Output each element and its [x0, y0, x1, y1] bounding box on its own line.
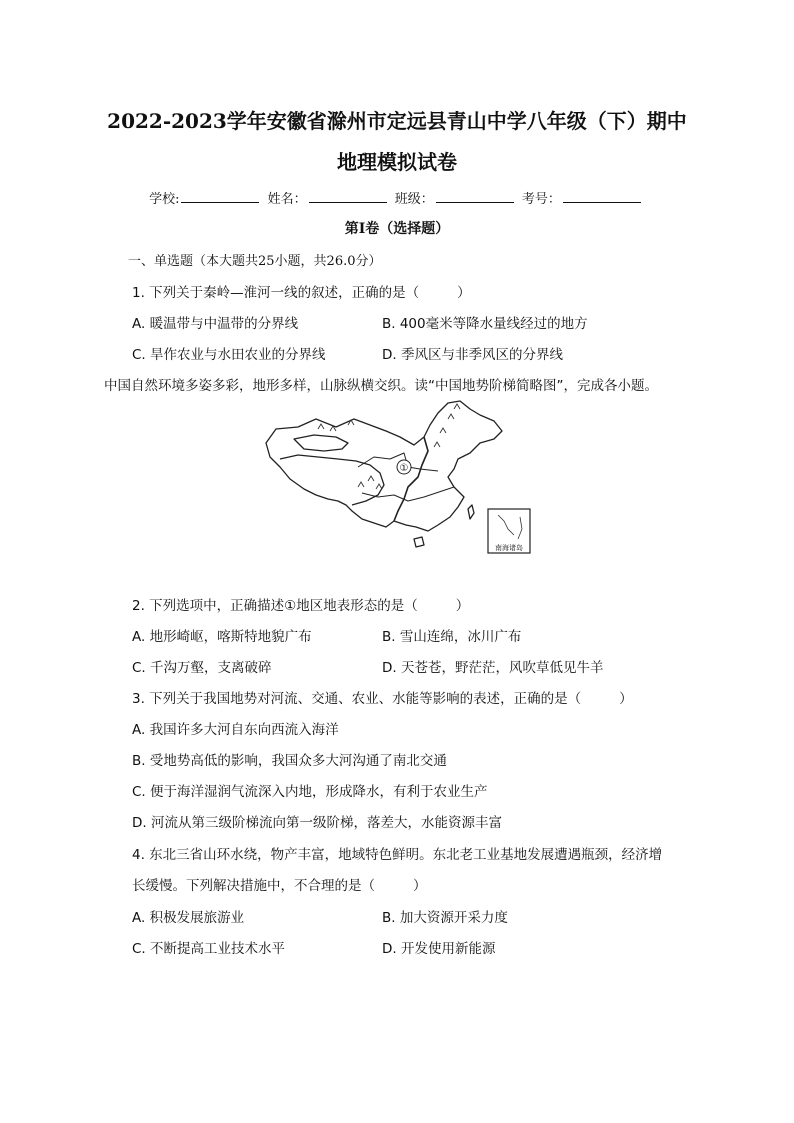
question-1-option-b[interactable]: B. 400毫米等降水量线经过的地方 — [382, 316, 588, 332]
region-1-marker: ① — [399, 463, 409, 474]
mountain-symbols — [318, 404, 460, 489]
question-3-paren-end: ） — [619, 691, 633, 707]
exam-number-blank[interactable] — [563, 191, 641, 203]
question-3-option-c[interactable]: C. 便于海洋湿润气流深入内地，形成降水，有利于农业生产 — [132, 784, 488, 800]
question-1-stem — [132, 281, 471, 301]
question-1-text: 1. 下列关于秦岭—淮河一线的叙述，正确的是（ — [132, 285, 420, 301]
second-step-boundary — [394, 437, 428, 521]
exam-title-line1: 2022-2023学年安徽省滁州市定远县青山中学八年级（下）期中 — [107, 109, 687, 133]
question-4-paren-end: ） — [413, 878, 427, 894]
section-title: 第I卷（选择题） — [344, 221, 450, 237]
school-label: 学校: — [149, 192, 180, 207]
exam-title-line2: 地理模拟试卷 — [337, 150, 457, 174]
question-1-option-a[interactable]: A. 暖温带与中温带的分界线 — [132, 316, 299, 332]
exam-number-label: 考号： — [521, 192, 561, 207]
question-3-option-a[interactable]: A. 我国许多大河自东向西流入海洋 — [132, 722, 339, 738]
question-4-option-a[interactable]: A. 积极发展旅游业 — [132, 910, 245, 926]
question-2-option-d[interactable]: D. 天苍苍，野茫茫，风吹草低见牛羊 — [382, 660, 604, 676]
question-1-paren-end: ） — [457, 285, 471, 301]
question-2-option-b[interactable]: B. 雪山连绵，冰川广布 — [382, 629, 522, 645]
name-label: 姓名： — [267, 192, 307, 207]
question-3-stem — [132, 687, 633, 707]
class-label: 班级： — [394, 192, 434, 207]
part-label: 一、单选题（本大题共25小题，共26.0分） — [128, 254, 382, 269]
question-2-stem — [132, 594, 469, 614]
name-blank[interactable] — [309, 191, 387, 203]
class-blank[interactable] — [436, 191, 514, 203]
tarim-basin-outline — [294, 435, 348, 451]
china-terrain-steps-map — [258, 397, 536, 557]
question-4-text: 长缓慢。下列解决措施中，不合理的是（ — [132, 878, 375, 894]
china-outline — [266, 401, 502, 531]
hainan-island — [414, 537, 424, 547]
question-1-option-c[interactable]: C. 旱作农业与水田农业的分界线 — [132, 347, 326, 363]
taiwan-island — [468, 505, 474, 519]
question-2-text: 2. 下列选项中，正确描述①地区地表形态的是（ — [132, 598, 418, 614]
question-2-option-c[interactable]: C. 千沟万壑，支离破碎 — [132, 660, 272, 676]
question-2-paren-end: ） — [455, 598, 470, 614]
question-3-option-d[interactable]: D. 河流从第三级阶梯流向第一级阶梯，落差大，水能资源丰富 — [132, 815, 502, 831]
question-4-stem-line1: 4. 东北三省山环水绕，物产丰富，地域特色鲜明。东北老工业基地发展遭遇瓶颈，经济增 — [132, 847, 663, 863]
material-intro: 中国自然环境多姿多彩，地形多样，山脉纵横交织。读“中国地势阶梯简略图”，完成各小题。 — [104, 378, 658, 394]
question-3-text: 3. 下列关于我国地势对河流、交通、农业、水能等影响的表述，正确的是（ — [132, 691, 582, 707]
question-1-option-d[interactable]: D. 季风区与非季风区的分界线 — [382, 347, 563, 363]
inset-label: 南海诸岛 — [495, 544, 523, 552]
student-info-row — [0, 188, 794, 207]
question-3-option-b[interactable]: B. 受地势高低的影响，我国众多大河沟通了南北交通 — [132, 753, 447, 769]
question-2-option-a[interactable]: A. 地形崎岖，喀斯特地貌广布 — [132, 629, 312, 645]
question-4-option-b[interactable]: B. 加大资源开采力度 — [382, 910, 508, 926]
question-4-option-c[interactable]: C. 不断提高工业技术水平 — [132, 941, 286, 957]
question-4-stem-line2 — [132, 874, 427, 894]
school-blank[interactable] — [181, 191, 259, 203]
question-4-option-d[interactable]: D. 开发使用新能源 — [382, 941, 496, 957]
